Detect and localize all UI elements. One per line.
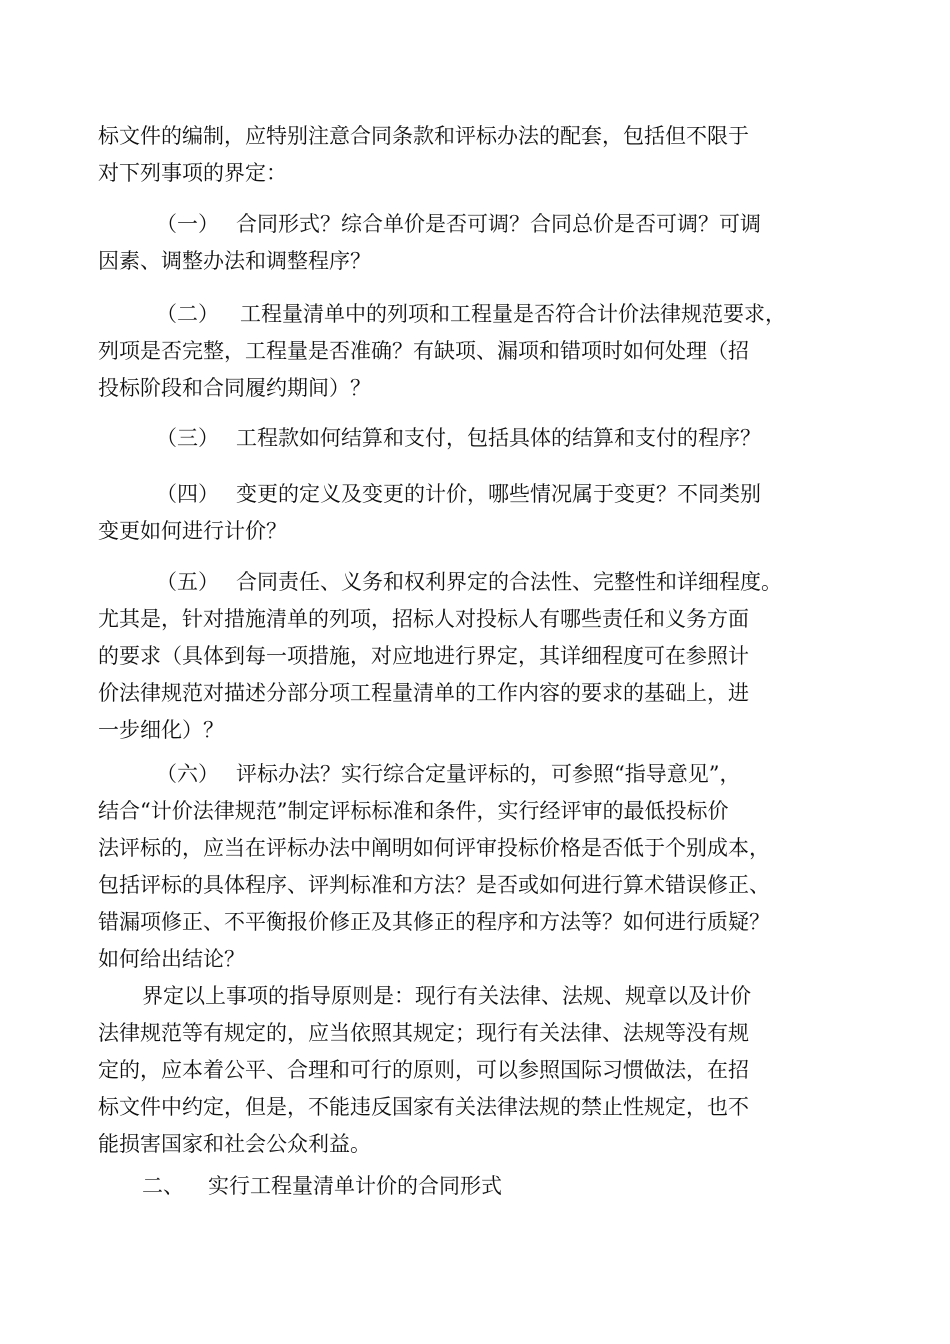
paragraph-intro (98, 118, 838, 192)
text-line: 投标阶段和合同履约期间）？ (98, 376, 371, 400)
text-line: 的要求（具体到每一项措施，对应地进行界定，其详细程度可在参照计 (98, 644, 749, 668)
heading-title: 实行工程量清单计价的合同形式 (208, 1174, 502, 1198)
item-marker: （三） (156, 426, 219, 450)
text-line: 价法律规范对描述分部分项工程量清单的工作内容的要求的基础上，进 (98, 681, 749, 705)
text-line: 标文件的编制，应特别注意合同条款和评标办法的配套，包括但不限于 (98, 124, 749, 148)
text-line: 包括评标的具体程序、评判标准和方法？是否或如何进行算术错误修正、 (98, 873, 770, 897)
text-line: 工程量清单中的列项和工程量是否符合计价法律规范要求， (240, 302, 786, 326)
text-line: 评标办法？实行综合定量评标的，可参照“指导意见”， (236, 762, 741, 786)
item-marker: （五） (156, 570, 219, 594)
text-line: 能损害国家和社会公众利益。 (98, 1132, 371, 1156)
text-line: 标文件中约定，但是，不能违反国家有关法律法规的禁止性规定，也不 (98, 1095, 749, 1119)
text-line: 变更如何进行计价？ (98, 519, 287, 543)
item-marker: （一） (156, 212, 219, 236)
text-line: 工程款如何结算和支付，包括具体的结算和支付的程序？ (236, 426, 761, 450)
text-line: 一步细化）？ (98, 718, 224, 742)
text-line: 如何给出结论？ (98, 947, 245, 971)
text-line: 定的，应本着公平、合理和可行的原则，可以参照国际习惯做法，在招 (98, 1058, 749, 1082)
paragraph-item-3 (98, 420, 838, 457)
text-line: 对下列事项的界定： (98, 161, 287, 185)
text-line: 合同责任、义务和权利界定的合法性、完整性和详细程度。 (236, 570, 782, 594)
paragraph-item-2 (98, 296, 838, 407)
paragraph-item-1 (98, 206, 838, 280)
text-line: 法律规范等有规定的，应当依照其规定；现行有关法律、法规等没有规 (98, 1021, 749, 1045)
item-marker: （四） (156, 482, 219, 506)
text-line: 尤其是，针对措施清单的列项，招标人对投标人有哪些责任和义务方面 (98, 607, 749, 631)
paragraph-item-6 (98, 756, 838, 978)
text-line: 变更的定义及变更的计价，哪些情况属于变更？不同类别 (236, 482, 761, 506)
paragraph-guiding-principle (98, 978, 838, 1163)
paragraph-item-5 (98, 564, 838, 749)
text-line: 法评标的，应当在评标办法中阐明如何评审投标价格是否低于个别成本， (98, 836, 770, 860)
text-line: 错漏项修正、不平衡报价修正及其修正的程序和方法等？如何进行质疑？ (98, 910, 770, 934)
heading-number: 二、 (142, 1174, 184, 1198)
text-line: 结合“计价法律规范”制定评标标准和条件，实行经评审的最低投标价 (98, 799, 729, 823)
text-line: 列项是否完整，工程量是否准确？有缺项、漏项和错项时如何处理（招 (98, 339, 749, 363)
text-line: 界定以上事项的指导原则是：现行有关法律、法规、规章以及计价 (142, 984, 751, 1008)
text-line: 因素、调整办法和调整程序？ (98, 249, 371, 273)
text-line: 合同形式？综合单价是否可调？合同总价是否可调？可调 (236, 212, 761, 236)
section-heading-2 (98, 1168, 838, 1205)
paragraph-item-4 (98, 476, 838, 550)
item-marker: （二） (156, 302, 219, 326)
item-marker: （六） (156, 762, 219, 786)
